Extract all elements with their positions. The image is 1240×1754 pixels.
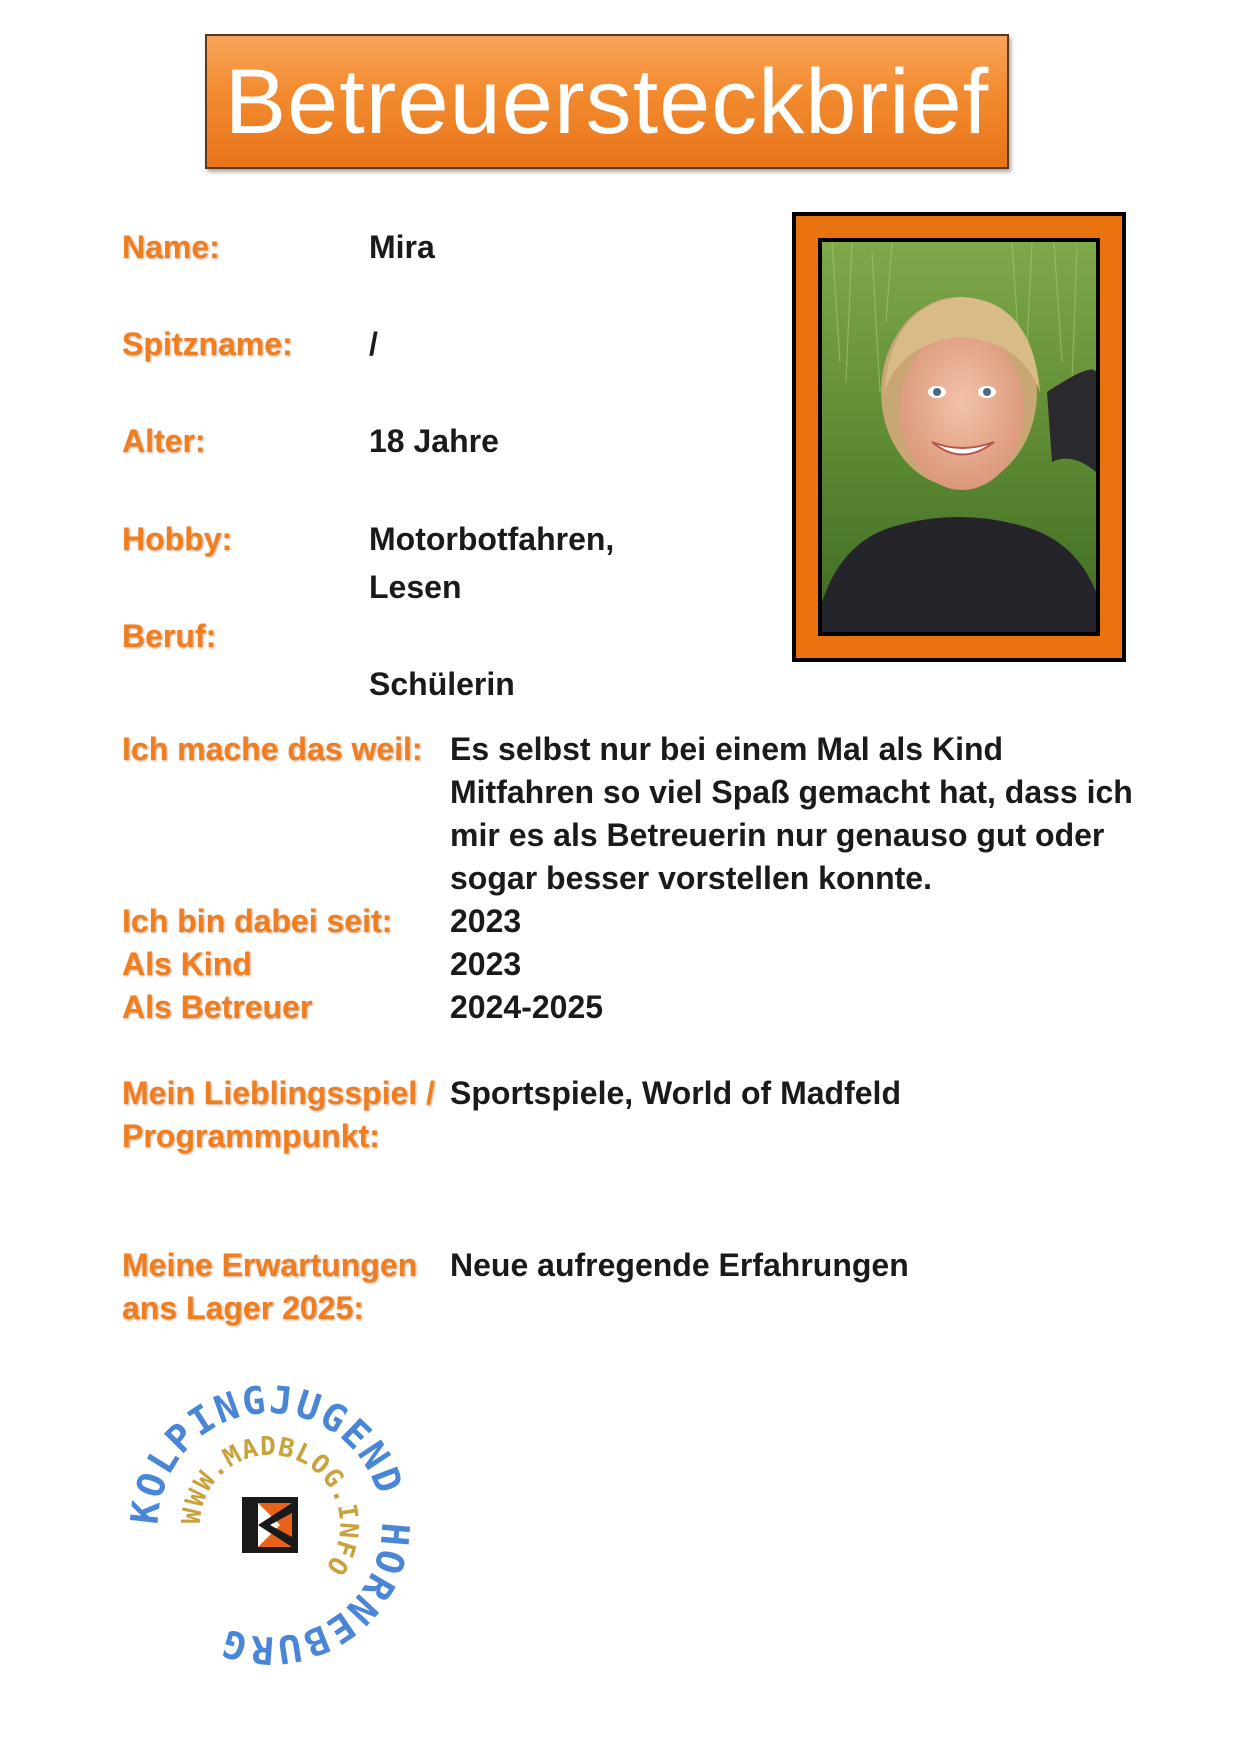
logo-outer-text: OLPINGJUGEND ORNEBURG [130, 1385, 410, 1665]
age-value: 18 Jahre [369, 423, 499, 459]
page-title: Betreuersteckbrief [224, 50, 990, 153]
job-label: Beruf: [122, 618, 217, 654]
portrait-image [822, 242, 1096, 632]
favorite-label-line1: Mein Lieblingsspiel / [122, 1075, 435, 1111]
nickname-label: Spitzname: [122, 326, 293, 362]
as-child-value: 2023 [450, 946, 522, 982]
title-banner [205, 34, 1009, 169]
job-value: Schülerin [369, 666, 515, 702]
favorite-label-line2: Programmpunkt: [122, 1118, 380, 1154]
logo-inner-text: WWW.MADBLOG.INFO [176, 1431, 364, 1581]
expectations-label-line2: ans Lager 2025: [122, 1290, 364, 1326]
as-supervisor-value: 2024-2025 [450, 989, 604, 1025]
age-label: Alter: [122, 423, 206, 459]
hobby-value-line1: Motorbotfahren, [369, 521, 615, 557]
kolpingjugend-logo [130, 1385, 410, 1665]
logo-seal-icon [130, 1385, 410, 1665]
as-supervisor-label: Als Betreuer [122, 989, 313, 1025]
photo-frame [792, 212, 1126, 662]
name-label: Name: [122, 229, 220, 265]
name-value: Mira [369, 229, 435, 265]
since-label: Ich bin dabei seit: [122, 903, 393, 939]
nickname-value: / [369, 326, 378, 362]
expectations-value: Neue aufregende Erfahrungen [450, 1247, 909, 1283]
reason-value: Es selbst nur bei einem Mal als Kind Mitfahren so viel Spaß gemacht hat, dass ich mir es als Betreuerin nur genauso gut oder sogar besser vorstellen konnte. [450, 731, 1133, 896]
portrait-photo [818, 238, 1100, 636]
expectations-label-line1: Meine Erwartungen [122, 1247, 418, 1283]
reason-label: Ich mache das weil: [122, 731, 423, 767]
hobby-label: Hobby: [122, 521, 233, 557]
hobby-value-line2: Lesen [369, 569, 462, 605]
as-child-label: Als Kind [122, 946, 252, 982]
favorite-value: Sportspiele, World of Madfeld [450, 1075, 901, 1111]
since-value: 2023 [450, 903, 522, 939]
